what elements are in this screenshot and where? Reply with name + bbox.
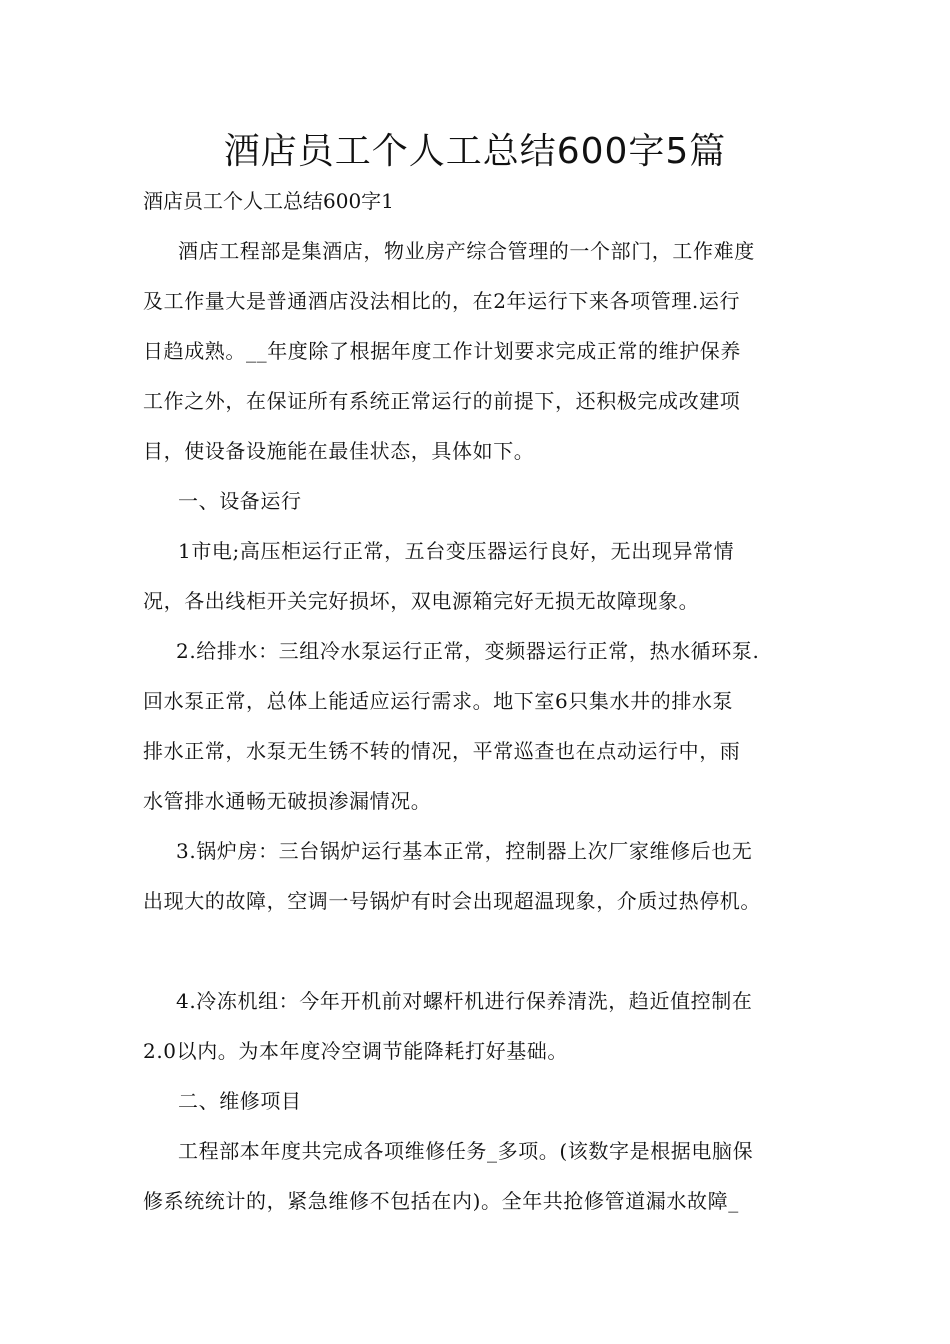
paragraph-line: 及工作量大是普通酒店没法相比的，在2年运行下来各项管理.运行 (143, 289, 741, 313)
paragraph-line: 日趋成熟。__年度除了根据年度工作计划要求完成正常的维护保养 (143, 339, 741, 363)
paragraph-line: 2.给排水：三组冷水泵运行正常，变频器运行正常，热水循环泵. (176, 639, 760, 663)
paragraph-line: 况，各出线柜开关完好损坏，双电源箱完好无损无故障现象。 (143, 589, 700, 613)
paragraph-line: 2.0以内。为本年度冷空调节能降耗打好基础。 (143, 1039, 569, 1063)
paragraph-line: 酒店工程部是集酒店，物业房产综合管理的一个部门，工作难度 (178, 239, 755, 263)
document-title: 酒店员工个人工总结600字5篇 (223, 131, 727, 172)
section-heading: 二、维修项目 (178, 1089, 302, 1113)
paragraph-line: 水管排水通畅无破损渗漏情况。 (143, 789, 432, 813)
paragraph-line: 回水泵正常，总体上能适应运行需求。地下室6只集水井的排水泵 (143, 689, 734, 713)
paragraph-line: 3.锅炉房：三台锅炉运行基本正常，控制器上次厂家维修后也无 (176, 839, 753, 863)
section-heading: 一、设备运行 (178, 489, 302, 513)
document-subtitle: 酒店员工个人工总结600字1 (143, 189, 394, 213)
paragraph-line: 出现大的故障，空调一号锅炉有时会出现超温现象，介质过热停机。 (143, 889, 761, 913)
paragraph-line: 1市电;高压柜运行正常，五台变压器运行良好，无出现异常情 (178, 539, 735, 563)
paragraph-line: 目，使设备设施能在最佳状态，具体如下。 (143, 439, 535, 463)
paragraph-line: 工程部本年度共完成各项维修任务_多项。(该数字是根据电脑保 (178, 1139, 754, 1163)
paragraph-line: 工作之外，在保证所有系统正常运行的前提下，还积极完成改建项 (143, 389, 741, 413)
paragraph-line: 4.冷冻机组：今年开机前对螺杆机进行保养清洗，趋近值控制在 (176, 989, 753, 1013)
paragraph-line: 修系统统计的，紧急维修不包括在内)。全年共抢修管道漏水故障_ (143, 1189, 739, 1213)
paragraph-line: 排水正常，水泵无生锈不转的情况，平常巡查也在点动运行中，雨 (143, 739, 741, 763)
